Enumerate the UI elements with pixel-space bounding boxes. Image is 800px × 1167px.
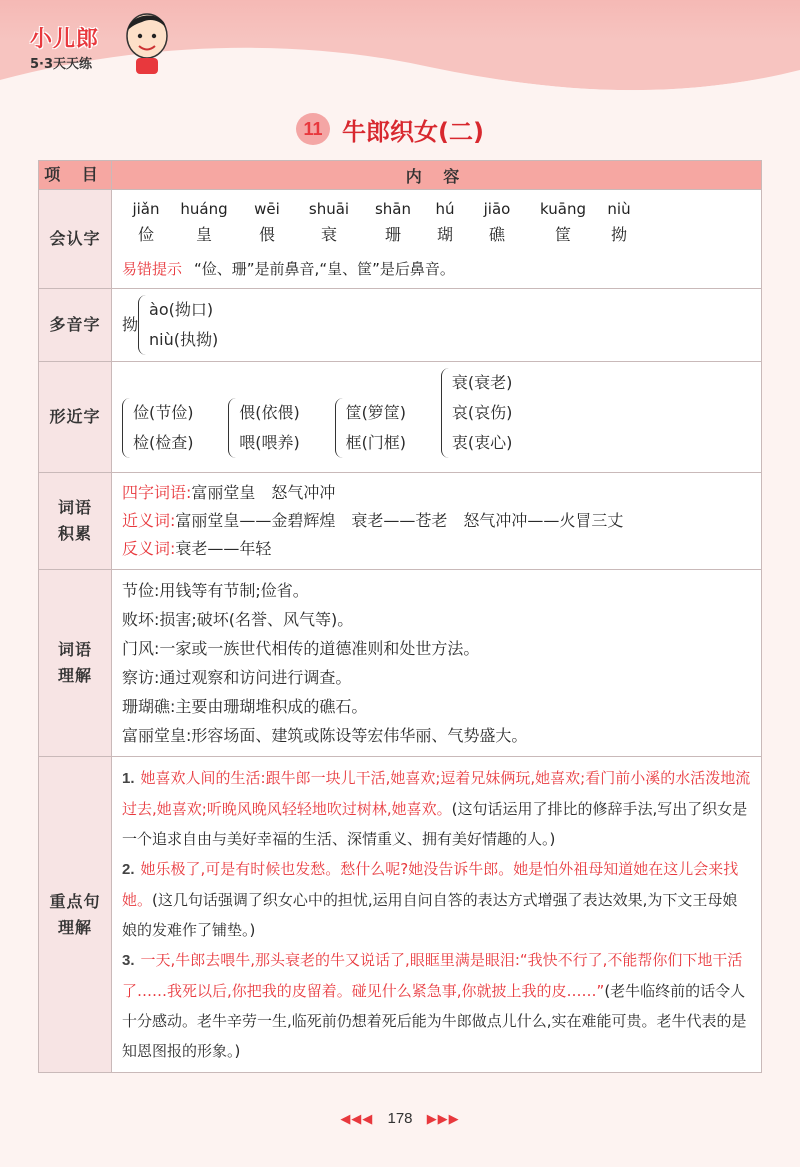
- char: 拗: [610, 225, 627, 244]
- brand-subtitle: 5·3天天练: [30, 57, 93, 72]
- row-ciyu-jilei: [39, 473, 762, 570]
- right-arrows-icon: ▶▶▶: [426, 1111, 460, 1126]
- polyphone-group: [122, 295, 218, 355]
- brace-icon: [122, 398, 131, 458]
- definition-line: 察访:通过观察和访问进行调查。: [122, 668, 352, 687]
- similar-group: [441, 368, 513, 458]
- pinyin: shān: [374, 200, 412, 218]
- similar-char: 框(门框): [345, 433, 407, 452]
- label-xingjinzi: 形近字: [39, 362, 112, 473]
- label-line: 理解: [57, 666, 92, 685]
- sentence-number: 2.: [122, 861, 135, 878]
- sizi-label: 四字词语:: [122, 483, 192, 502]
- similar-group: [122, 398, 194, 458]
- char: 俭: [137, 225, 154, 244]
- page-number: 178: [387, 1110, 413, 1127]
- definition-line: 门风:一家或一族世代相传的道德准则和处世方法。: [122, 639, 480, 658]
- lesson-title: 牛郎织女(二): [342, 117, 484, 146]
- char: 瑚: [436, 225, 453, 244]
- key-sentence: [122, 945, 751, 1066]
- pinyin: jiāo: [483, 200, 511, 218]
- left-arrows-icon: ◀◀◀: [340, 1111, 374, 1126]
- pinyin-row: [122, 196, 751, 222]
- study-table: [38, 160, 762, 1073]
- char: 珊: [384, 225, 401, 244]
- similar-char: 检(检查): [133, 433, 194, 452]
- label-zhongdianju: [39, 757, 112, 1073]
- similar-group: [228, 398, 300, 458]
- tip-label: 易错提示: [122, 260, 183, 278]
- brace-icon: [335, 398, 344, 458]
- sentence-quote: 她乐极了,可是有时候也发愁。愁什么呢?她没告诉牛郎。她是怕外祖母知道她在这儿会来找她。: [122, 860, 739, 909]
- ciyu-lijie-content: [112, 570, 762, 757]
- tip-line: [122, 256, 751, 282]
- row-xingjinzi: [39, 362, 762, 473]
- sizi-text: 富丽堂皇 怒气冲冲: [191, 483, 336, 502]
- brand-logo: [30, 22, 99, 72]
- tip-text: “俭、珊”是前鼻音,“皇、筐”是后鼻音。: [194, 260, 455, 278]
- key-sentence: [122, 854, 751, 945]
- pinyin: wēi: [254, 200, 280, 218]
- char: 衰: [320, 225, 337, 244]
- polyphone-char: 拗: [122, 315, 139, 334]
- similar-char: 俭(节俭): [133, 403, 194, 422]
- similar-char: 哀(哀伤): [451, 403, 513, 422]
- sentence-note: (这几句话强调了织女心中的担忧,运用自问自答的表达方式增强了表达效果,为下文王母娘娘的发难作了铺垫。): [122, 891, 738, 939]
- reading: niù(执拗): [149, 330, 219, 349]
- char: 礁: [488, 225, 505, 244]
- row-duoyinzi: [39, 289, 762, 362]
- definition-line: 珊瑚礁:主要由珊瑚堆积成的礁石。: [122, 697, 368, 716]
- jinyi-line: [122, 507, 751, 535]
- brace-icon: [138, 295, 147, 355]
- label-line: 词语: [57, 498, 92, 517]
- pinyin: niù: [607, 200, 631, 218]
- similar-char: 喂(喂养): [239, 433, 300, 452]
- brace-icon: [228, 398, 237, 458]
- definition-line: 节俭:用钱等有节制;俭省。: [122, 581, 309, 600]
- pinyin: huáng: [180, 200, 228, 218]
- jinyi-text: 富丽堂皇——金碧辉煌 衰老——苍老 怒气冲冲——火冒三丈: [175, 511, 624, 530]
- label-line: 积累: [57, 524, 92, 543]
- mascot-boy-icon: [120, 6, 174, 76]
- sentence-quote: 她喜欢人间的生活:跟牛郎一块儿干活,她喜欢;逗着兄妹俩玩,她喜欢;看门前小溪的水活泼地流过去,她喜欢;听晚风晚风轻轻地吹过树林,她喜欢。: [122, 769, 751, 818]
- label-line: 理解: [57, 917, 92, 937]
- huirenzi-content: [112, 190, 762, 289]
- sentence-note: (老牛临终前的话令人十分感动。老牛辛劳一生,临死前仍想着死后能为牛郎做点儿什么,实在难能可贵。老牛代表的是知恩图报的形象。): [122, 982, 747, 1060]
- ciyu-jilei-content: [112, 473, 762, 570]
- pinyin: shuāi: [308, 200, 350, 218]
- label-ciyu-lijie: [39, 570, 112, 757]
- definition-line: 富丽堂皇:形容场面、建筑或陈设等宏伟华丽、气势盛大。: [122, 726, 528, 745]
- header-content: 内 容: [112, 161, 762, 190]
- similar-char: 衰(衰老): [451, 373, 513, 392]
- row-huirenzi: [39, 190, 762, 289]
- row-zhongdianju: [39, 757, 762, 1073]
- label-huirenzi: 会认字: [39, 190, 112, 289]
- similar-group: [335, 398, 407, 458]
- label-ciyu-jilei: [39, 473, 112, 570]
- lesson-title-block: [296, 112, 484, 146]
- sentence-number: 1.: [122, 770, 135, 787]
- key-sentence: [122, 763, 751, 854]
- sizi-line: [122, 479, 751, 507]
- zhongdianju-content: [112, 757, 762, 1073]
- fanyi-label: 反义词:: [122, 539, 176, 558]
- brand-name: 小儿郎: [30, 27, 100, 52]
- char: 偎: [258, 225, 275, 244]
- page-footer: [0, 1110, 800, 1127]
- sentence-quote: 一天,牛郎去喂牛,那头衰老的牛又说话了,眼眶里满是眼泪:“我快不行了,不能帮你们下地干活了……我死以后,你把我的皮留着。碰见什么紧急事,你就披上我的皮……”: [122, 951, 743, 1000]
- brace-icon: [441, 368, 450, 458]
- xingjinzi-content: [112, 362, 762, 473]
- reading: ào(拗口): [149, 300, 214, 319]
- pinyin: hú: [435, 200, 455, 218]
- similar-char: 偎(依偎): [239, 403, 300, 422]
- fanyi-line: [122, 535, 751, 563]
- definition-line: 败坏:损害;破坏(名誉、风气等)。: [122, 610, 354, 629]
- char: 皇: [195, 225, 212, 244]
- char: 筐: [554, 225, 571, 244]
- sentence-number: 3.: [122, 952, 135, 969]
- pinyin: jiǎn: [132, 200, 160, 218]
- table-header-row: [39, 161, 762, 190]
- pinyin: kuāng: [540, 200, 586, 218]
- label-duoyinzi: 多音字: [39, 289, 112, 362]
- fanyi-text: 衰老——年轻: [175, 539, 272, 558]
- jinyi-label: 近义词:: [122, 511, 176, 530]
- char-row: [122, 222, 751, 248]
- similar-char: 衷(衷心): [451, 433, 513, 452]
- lesson-number-badge: 11: [296, 113, 330, 145]
- label-line: 重点句: [49, 891, 101, 911]
- row-ciyu-lijie: [39, 570, 762, 757]
- duoyinzi-content: [112, 289, 762, 362]
- sentence-note: (这句话运用了排比的修辞手法,写出了织女是一个追求自由与美好幸福的生活、深情重义、拥有美好情趣的人。): [122, 800, 748, 848]
- header-item: 项 目: [39, 161, 112, 190]
- similar-char: 筐(箩筐): [345, 403, 407, 422]
- label-line: 词语: [57, 640, 92, 659]
